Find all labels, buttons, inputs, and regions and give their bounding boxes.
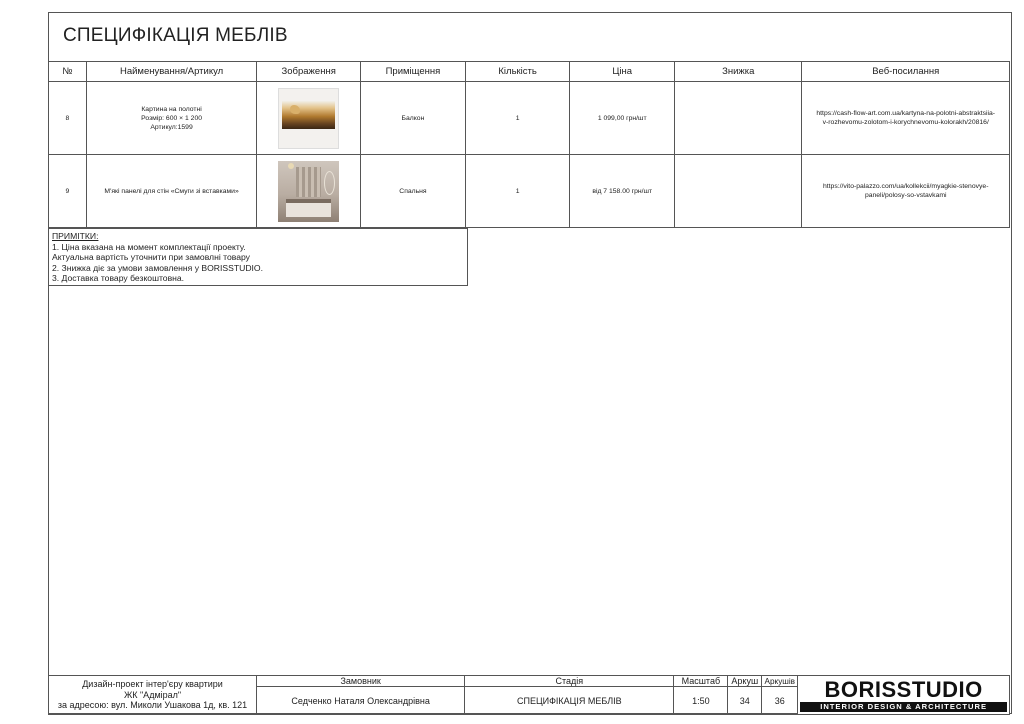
project-description — [49, 676, 257, 715]
row-price: від 7 158.00 грн/шт — [570, 155, 675, 228]
spec-table — [48, 61, 1010, 228]
col-header-image: Зображення — [257, 62, 361, 82]
row-name — [86, 155, 256, 228]
row-name-line: Картина на полотні — [141, 105, 202, 113]
notes-block — [48, 228, 468, 286]
row-quantity: 1 — [465, 155, 570, 228]
painting-image — [278, 88, 339, 149]
row-name-line: Розмір: 600 × 1 200 — [141, 114, 203, 122]
sheet-label: Аркуш — [728, 676, 762, 687]
row-number: 8 — [49, 82, 87, 155]
bedroom-image — [278, 161, 339, 222]
row-number: 9 — [49, 155, 87, 228]
col-header-room: Приміщення — [361, 62, 466, 82]
project-line: за адресою: вул. Миколи Ушакова 1д, кв. 121 — [57, 700, 248, 711]
col-header-link: Веб-посилання — [802, 62, 1010, 82]
client-label: Замовник — [257, 676, 465, 687]
row-link-line[interactable]: https://vito-palazzo.com/ua/kollekcii/myagkie-stenovye- — [823, 183, 989, 190]
note-line: 3. Доставка товару безкоштовна. — [52, 273, 185, 284]
project-line: ЖК "Адмірал" — [123, 689, 182, 700]
brand-logo — [798, 676, 1010, 715]
page-title: СПЕЦИФІКАЦІЯ МЕБЛІВ — [63, 25, 288, 46]
row-link[interactable] — [802, 82, 1010, 155]
note-line: 1. Ціна вказана на момент комплектації проекту. — [52, 241, 246, 252]
row-room: Спальня — [361, 155, 466, 228]
sheets-value: 36 — [762, 687, 798, 715]
scale-value: 1:50 — [674, 687, 728, 715]
col-header-discount: Знижка — [675, 62, 802, 82]
row-link-line[interactable]: paneli/polosy-so-vstavkami — [864, 192, 947, 199]
sheet-value: 34 — [728, 687, 762, 715]
note-line: 2. Знижка діє за умови замовлення у BORISSTUDIO. — [52, 262, 263, 273]
project-line: Дизайн-проект інтер'єру квартири — [82, 679, 223, 690]
drawing-sheet — [48, 12, 1012, 714]
note-line: Актуальна вартість уточнити при замовлні товару — [52, 252, 250, 263]
notes-heading: ПРИМІТКИ: — [52, 231, 99, 241]
col-header-number: № — [49, 62, 87, 82]
row-discount — [675, 82, 802, 155]
scale-label: Масштаб — [674, 676, 728, 687]
table-row — [49, 155, 1010, 228]
row-name-line: Артикул:1599 — [150, 123, 193, 131]
table-header-row — [49, 62, 1010, 82]
row-link-line[interactable]: https://cash-flow-art.com.ua/kartyna-na-polotni-abstraktsiia- — [816, 110, 996, 117]
row-link-line[interactable]: v-rozhevomu-zolotom-i-korychnevomu-kolorakh/20816/ — [822, 119, 989, 126]
row-image-cell — [257, 155, 361, 228]
stage-value: СПЕЦИФІКАЦІЯ МЕБЛІВ — [465, 687, 674, 715]
row-link[interactable] — [802, 155, 1010, 228]
title-block — [48, 675, 1010, 715]
brand-tagline: INTERIOR DESIGN & ARCHITECTURE — [800, 702, 1007, 712]
row-image-cell — [257, 82, 361, 155]
row-price: 1 099,00 грн/шт — [570, 82, 675, 155]
brand-name: BORISSTUDIO — [824, 676, 983, 702]
row-name-line: М'які панелі для стін «Смуги зі вставками» — [104, 187, 239, 195]
table-row — [49, 82, 1010, 155]
row-discount — [675, 155, 802, 228]
row-name — [86, 82, 256, 155]
row-room: Балкон — [361, 82, 466, 155]
sheets-label: Аркушів — [762, 676, 798, 687]
col-header-name: Найменування/Артикул — [86, 62, 256, 82]
row-quantity: 1 — [465, 82, 570, 155]
col-header-price: Ціна — [570, 62, 675, 82]
stage-label: Стадія — [465, 676, 674, 687]
client-value: Седченко Наталя Олександрівна — [257, 687, 465, 715]
col-header-quantity: Кількість — [465, 62, 570, 82]
